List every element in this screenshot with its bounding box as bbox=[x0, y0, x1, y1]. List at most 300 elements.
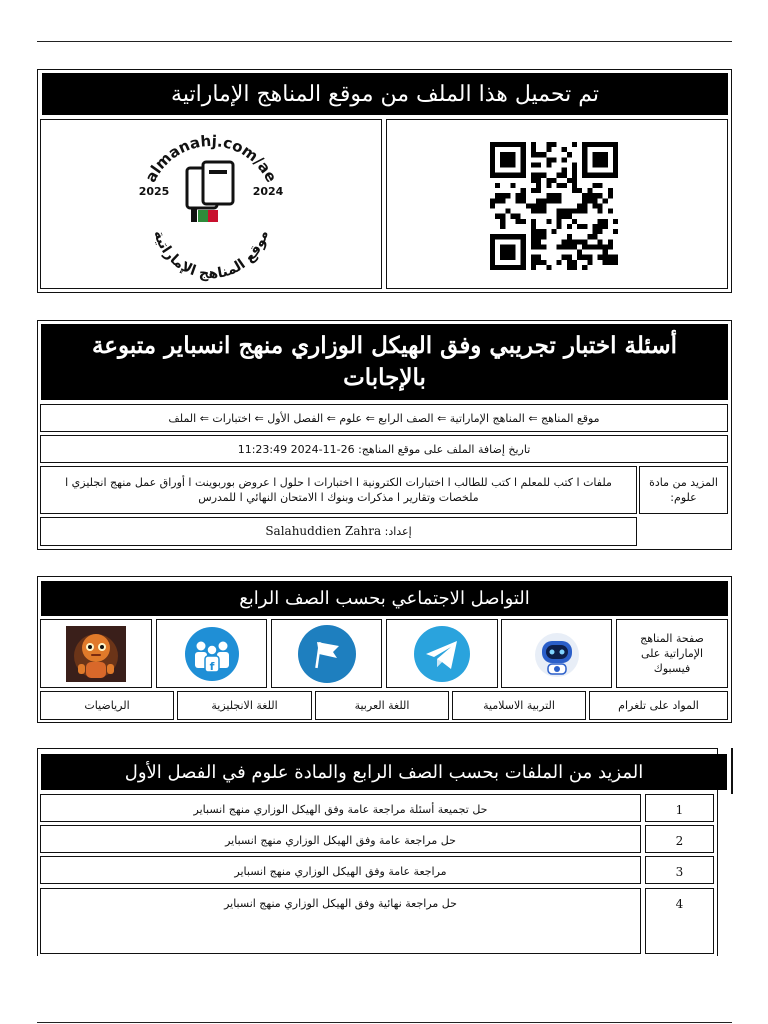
qr-module bbox=[500, 198, 505, 203]
qr-module bbox=[505, 234, 510, 239]
qr-module bbox=[551, 229, 556, 234]
qr-module bbox=[541, 229, 546, 234]
qr-module bbox=[608, 239, 613, 244]
qr-module bbox=[587, 255, 592, 260]
subject-english[interactable]: اللغة الانجليزية bbox=[177, 691, 312, 720]
qr-module bbox=[582, 198, 587, 203]
qr-module bbox=[516, 265, 521, 270]
qr-module bbox=[577, 255, 582, 260]
qr-module bbox=[551, 193, 556, 198]
telegram-channel-link[interactable] bbox=[386, 619, 498, 688]
qr-module bbox=[557, 244, 562, 249]
file-row-title[interactable]: حل تجميعة أسئلة مراجعة عامة وفق الهيكل الوزاري منهج انسباير bbox=[40, 794, 641, 822]
qr-module bbox=[603, 162, 608, 167]
telegram-link[interactable] bbox=[271, 619, 382, 688]
qr-module bbox=[510, 152, 515, 157]
qr-module bbox=[490, 142, 495, 147]
qr-module bbox=[577, 203, 582, 208]
qr-module bbox=[603, 142, 608, 147]
qr-module bbox=[531, 203, 536, 208]
qr-module bbox=[531, 239, 536, 244]
qr-module bbox=[521, 142, 526, 147]
qr-module bbox=[567, 234, 572, 239]
qr-module bbox=[587, 188, 592, 193]
qr-module bbox=[536, 260, 541, 265]
qr-module bbox=[562, 168, 567, 173]
qr-module bbox=[531, 244, 536, 249]
qr-module bbox=[572, 142, 577, 147]
qr-module bbox=[582, 142, 587, 147]
qr-module bbox=[567, 214, 572, 219]
qr-module bbox=[490, 152, 495, 157]
qr-module bbox=[510, 183, 515, 188]
qr-module bbox=[526, 203, 531, 208]
qr-module bbox=[551, 157, 556, 162]
telegram-channel-icon bbox=[413, 625, 471, 683]
top-rule bbox=[37, 41, 732, 42]
logo-tablets-icon bbox=[187, 162, 233, 222]
facebook-page-link[interactable] bbox=[616, 619, 728, 688]
qr-module bbox=[521, 198, 526, 203]
file-row-number: 1 bbox=[645, 794, 714, 822]
qr-module bbox=[582, 265, 587, 270]
qr-module bbox=[495, 265, 500, 270]
qr-module bbox=[500, 157, 505, 162]
qr-module bbox=[598, 209, 603, 214]
qr-module bbox=[582, 239, 587, 244]
qr-module bbox=[516, 234, 521, 239]
qr-module bbox=[505, 173, 510, 178]
qr-module bbox=[536, 239, 541, 244]
facebook-page-label: صفحة المناهج الإماراتية على فيسبوك bbox=[640, 632, 704, 675]
qr-module bbox=[572, 168, 577, 173]
qr-module bbox=[490, 234, 495, 239]
qr-module bbox=[490, 255, 495, 260]
subject-islamic[interactable]: التربية الاسلامية bbox=[452, 691, 586, 720]
qr-module bbox=[603, 198, 608, 203]
qr-module bbox=[562, 147, 567, 152]
qr-module bbox=[510, 244, 515, 249]
qr-module bbox=[516, 173, 521, 178]
qr-module bbox=[592, 157, 597, 162]
qr-module bbox=[613, 152, 618, 157]
qr-module bbox=[531, 147, 536, 152]
bot-link[interactable] bbox=[501, 619, 612, 688]
author-line bbox=[40, 517, 637, 546]
author-name: Salahuddien Zahra bbox=[265, 524, 382, 538]
qr-module bbox=[500, 234, 505, 239]
qr-module bbox=[531, 219, 536, 224]
qr-module bbox=[510, 173, 515, 178]
qr-module bbox=[495, 214, 500, 219]
qr-module bbox=[531, 224, 536, 229]
logo-arabic-name: موقع المناهج الإماراتية bbox=[150, 228, 272, 283]
qr-module bbox=[546, 219, 551, 224]
qr-module bbox=[531, 260, 536, 265]
qr-module bbox=[500, 173, 505, 178]
qr-module bbox=[490, 250, 495, 255]
subject-arabic[interactable]: اللغة العربية bbox=[315, 691, 449, 720]
qr-module bbox=[546, 142, 551, 147]
qr-module bbox=[500, 142, 505, 147]
qr-module bbox=[490, 265, 495, 270]
qr-module bbox=[495, 193, 500, 198]
qr-module bbox=[603, 152, 608, 157]
qr-module bbox=[592, 162, 597, 167]
qr-module bbox=[572, 162, 577, 167]
qr-module bbox=[582, 244, 587, 249]
qr-module bbox=[521, 147, 526, 152]
qr-module bbox=[495, 142, 500, 147]
qr-module bbox=[577, 224, 582, 229]
qr-module bbox=[490, 203, 495, 208]
qr-code-icon bbox=[490, 142, 618, 270]
qr-module bbox=[500, 265, 505, 270]
social-title: التواصل الاجتماعي بحسب الصف الرابع bbox=[41, 581, 728, 616]
qr-module bbox=[587, 198, 592, 203]
qr-module bbox=[490, 244, 495, 249]
qr-module bbox=[613, 142, 618, 147]
qr-module bbox=[516, 219, 521, 224]
qr-module bbox=[577, 239, 582, 244]
file-row-title[interactable]: مراجعة عامة وفق الهيكل الوزاري منهج انسباير bbox=[40, 856, 641, 884]
qr-module bbox=[505, 255, 510, 260]
qr-module bbox=[592, 224, 597, 229]
qr-module bbox=[521, 239, 526, 244]
qr-module bbox=[572, 178, 577, 183]
qr-module bbox=[521, 152, 526, 157]
qr-module bbox=[592, 234, 597, 239]
qr-module bbox=[608, 255, 613, 260]
qr-module bbox=[598, 239, 603, 244]
qr-module bbox=[567, 255, 572, 260]
qr-module bbox=[598, 173, 603, 178]
qr-module bbox=[505, 250, 510, 255]
qr-module bbox=[531, 255, 536, 260]
qr-module bbox=[490, 198, 495, 203]
qr-module bbox=[531, 178, 536, 183]
qr-module bbox=[490, 147, 495, 152]
qr-module bbox=[541, 203, 546, 208]
qr-module bbox=[557, 214, 562, 219]
qr-module bbox=[521, 193, 526, 198]
qr-module bbox=[557, 224, 562, 229]
qr-module bbox=[521, 244, 526, 249]
qr-module bbox=[551, 198, 556, 203]
qr-module bbox=[598, 162, 603, 167]
qr-module bbox=[495, 234, 500, 239]
qr-module bbox=[582, 147, 587, 152]
qr-module bbox=[562, 255, 567, 260]
qr-module bbox=[603, 255, 608, 260]
qr-module bbox=[587, 260, 592, 265]
qr-module bbox=[500, 193, 505, 198]
qr-module bbox=[603, 219, 608, 224]
qr-module bbox=[541, 198, 546, 203]
qr-module bbox=[516, 142, 521, 147]
qr-module bbox=[572, 188, 577, 193]
qr-module bbox=[613, 173, 618, 178]
qr-module bbox=[582, 152, 587, 157]
qr-module bbox=[516, 198, 521, 203]
qr-module bbox=[490, 260, 495, 265]
qr-module bbox=[531, 152, 536, 157]
svg-text:موقع المناهج الإماراتية bbox=[150, 229, 272, 283]
qr-module bbox=[582, 209, 587, 214]
qr-module bbox=[541, 152, 546, 157]
qr-module bbox=[567, 260, 572, 265]
qr-module bbox=[603, 224, 608, 229]
qr-module bbox=[582, 193, 587, 198]
qr-module bbox=[567, 244, 572, 249]
qr-module bbox=[546, 178, 551, 183]
logo-year-right: 2024 bbox=[252, 185, 284, 198]
qr-module bbox=[603, 260, 608, 265]
qr-module bbox=[603, 157, 608, 162]
qr-module bbox=[592, 203, 597, 208]
qr-module bbox=[592, 183, 597, 188]
qr-module bbox=[577, 188, 582, 193]
qr-module bbox=[500, 214, 505, 219]
qr-module bbox=[536, 178, 541, 183]
qr-module bbox=[551, 142, 556, 147]
qr-module bbox=[572, 183, 577, 188]
qr-module bbox=[505, 162, 510, 167]
file-row-title[interactable]: حل مراجعة نهائية وفق الهيكل الوزاري منهج انسباير bbox=[40, 888, 641, 954]
qr-module bbox=[582, 224, 587, 229]
more-files-edge bbox=[731, 748, 733, 794]
qr-cell[interactable] bbox=[386, 119, 728, 289]
file-title: أسئلة اختبار تجريبي وفق الهيكل الوزاري منهج انسباير متبوعة بالإجابات bbox=[41, 324, 728, 400]
qr-module bbox=[592, 198, 597, 203]
qr-module bbox=[577, 209, 582, 214]
qr-module bbox=[587, 173, 592, 178]
file-row-number: 3 bbox=[645, 856, 714, 884]
facebook-group-link[interactable] bbox=[156, 619, 267, 688]
qr-module bbox=[505, 152, 510, 157]
logo-cell[interactable] bbox=[40, 119, 382, 289]
qr-module bbox=[562, 209, 567, 214]
qr-module bbox=[582, 203, 587, 208]
qr-module bbox=[613, 219, 618, 224]
qr-module bbox=[598, 255, 603, 260]
qr-module bbox=[587, 142, 592, 147]
qr-module bbox=[592, 142, 597, 147]
qr-module bbox=[541, 260, 546, 265]
qr-module bbox=[613, 147, 618, 152]
qr-module bbox=[531, 265, 536, 270]
qr-module bbox=[521, 265, 526, 270]
qr-module bbox=[598, 203, 603, 208]
qr-module bbox=[598, 224, 603, 229]
qr-module bbox=[582, 157, 587, 162]
qr-module bbox=[598, 229, 603, 234]
qr-module bbox=[572, 239, 577, 244]
qr-module bbox=[572, 173, 577, 178]
qr-module bbox=[598, 183, 603, 188]
qr-module bbox=[562, 173, 567, 178]
qr-module bbox=[536, 162, 541, 167]
qr-module bbox=[613, 157, 618, 162]
qr-module bbox=[557, 260, 562, 265]
qr-module bbox=[562, 183, 567, 188]
qr-module bbox=[541, 209, 546, 214]
file-row-title[interactable]: حل مراجعة عامة وفق الهيكل الوزاري منهج انسباير bbox=[40, 825, 641, 853]
qr-module bbox=[546, 198, 551, 203]
qr-module bbox=[608, 188, 613, 193]
qr-module bbox=[521, 255, 526, 260]
qr-module bbox=[567, 152, 572, 157]
qr-module bbox=[536, 152, 541, 157]
qr-module bbox=[505, 244, 510, 249]
qr-module bbox=[500, 244, 505, 249]
qr-module bbox=[536, 209, 541, 214]
character-link[interactable] bbox=[40, 619, 152, 688]
qr-module bbox=[536, 255, 541, 260]
qr-module bbox=[541, 244, 546, 249]
subject-telegram[interactable]: المواد على تلغرام bbox=[589, 691, 728, 720]
qr-module bbox=[516, 214, 521, 219]
qr-module bbox=[582, 255, 587, 260]
file-row-number: 2 bbox=[645, 825, 714, 853]
qr-module bbox=[562, 244, 567, 249]
qr-module bbox=[505, 209, 510, 214]
qr-module bbox=[598, 219, 603, 224]
qr-module bbox=[510, 162, 515, 167]
qr-module bbox=[490, 157, 495, 162]
qr-module bbox=[500, 219, 505, 224]
qr-module bbox=[521, 168, 526, 173]
qr-module bbox=[531, 209, 536, 214]
qr-module bbox=[592, 244, 597, 249]
qr-module bbox=[592, 229, 597, 234]
qr-module bbox=[567, 178, 572, 183]
qr-module bbox=[495, 173, 500, 178]
robot-bot-icon bbox=[531, 628, 583, 680]
qr-module bbox=[490, 162, 495, 167]
qr-module bbox=[521, 173, 526, 178]
qr-module bbox=[598, 244, 603, 249]
qr-module bbox=[516, 193, 521, 198]
qr-module bbox=[587, 244, 592, 249]
qr-module bbox=[587, 234, 592, 239]
qr-module bbox=[608, 173, 613, 178]
qr-module bbox=[613, 162, 618, 167]
qr-module bbox=[598, 193, 603, 198]
qr-module bbox=[490, 239, 495, 244]
file-row-number: 4 bbox=[645, 888, 714, 954]
breadcrumb[interactable]: موقع المناهج ⇐ المناهج الإماراتية ⇐ الصف الرابع ⇐ علوم ⇐ الفصل الأول ⇐ اختبارات ⇐ الملف bbox=[40, 404, 728, 432]
more-subject-label: المزيد من مادة علوم: bbox=[639, 466, 728, 514]
qr-module bbox=[510, 142, 515, 147]
qr-module bbox=[536, 229, 541, 234]
qr-module bbox=[598, 142, 603, 147]
qr-module bbox=[521, 234, 526, 239]
qr-module bbox=[592, 152, 597, 157]
qr-module bbox=[592, 173, 597, 178]
qr-module bbox=[531, 188, 536, 193]
qr-module bbox=[572, 244, 577, 249]
qr-module bbox=[521, 260, 526, 265]
qr-module bbox=[536, 173, 541, 178]
qr-module bbox=[541, 234, 546, 239]
qr-module bbox=[567, 224, 572, 229]
qr-module bbox=[536, 183, 541, 188]
qr-module bbox=[557, 209, 562, 214]
qr-module bbox=[521, 188, 526, 193]
qr-module bbox=[495, 198, 500, 203]
qr-module bbox=[546, 162, 551, 167]
qr-module bbox=[505, 142, 510, 147]
robot-character-icon bbox=[66, 626, 126, 682]
qr-module bbox=[557, 183, 562, 188]
qr-module bbox=[541, 173, 546, 178]
telegram-flag-icon bbox=[297, 624, 357, 684]
qr-module bbox=[613, 260, 618, 265]
qr-module bbox=[536, 244, 541, 249]
qr-module bbox=[490, 168, 495, 173]
qr-module bbox=[592, 193, 597, 198]
qr-module bbox=[546, 265, 551, 270]
qr-module bbox=[582, 168, 587, 173]
qr-module bbox=[521, 250, 526, 255]
qr-module bbox=[608, 244, 613, 249]
qr-module bbox=[562, 214, 567, 219]
qr-module bbox=[598, 152, 603, 157]
logo-year-left: 2025 bbox=[138, 185, 170, 198]
qr-module bbox=[510, 250, 515, 255]
qr-module bbox=[521, 157, 526, 162]
qr-module bbox=[536, 198, 541, 203]
almanahj-logo bbox=[41, 120, 381, 288]
qr-module bbox=[577, 250, 582, 255]
qr-module bbox=[500, 250, 505, 255]
download-banner-title: تم تحميل هذا الملف من موقع المناهج الإماراتية bbox=[42, 73, 728, 115]
qr-module bbox=[608, 142, 613, 147]
qr-module bbox=[510, 157, 515, 162]
qr-module bbox=[531, 234, 536, 239]
qr-module bbox=[603, 173, 608, 178]
qr-module bbox=[557, 219, 562, 224]
qr-module bbox=[531, 173, 536, 178]
qr-module bbox=[557, 193, 562, 198]
date-added: تاريخ إضافة الملف على موقع المناهج: 26-11-2024 11:23:49 bbox=[40, 435, 728, 463]
qr-module bbox=[582, 173, 587, 178]
qr-module bbox=[546, 147, 551, 152]
qr-module bbox=[613, 229, 618, 234]
qr-module bbox=[546, 183, 551, 188]
qr-module bbox=[546, 193, 551, 198]
logo-url-text: almanahj.com/ae bbox=[141, 131, 281, 186]
facebook-group-icon bbox=[184, 626, 240, 682]
qr-module bbox=[603, 244, 608, 249]
subject-math[interactable]: الرياضيات bbox=[40, 691, 174, 720]
qr-module bbox=[551, 178, 556, 183]
qr-module bbox=[495, 183, 500, 188]
qr-module bbox=[608, 209, 613, 214]
qr-module bbox=[608, 193, 613, 198]
qr-module bbox=[536, 234, 541, 239]
qr-module bbox=[536, 203, 541, 208]
qr-module bbox=[510, 234, 515, 239]
qr-module bbox=[567, 209, 572, 214]
qr-module bbox=[531, 162, 536, 167]
author-label: إعداد: bbox=[384, 525, 412, 538]
more-subject-links[interactable]: ملفات ا كتب للمعلم ا كتب للطالب ا اختبارات الكترونية ا اختبارات ا حلول ا عروض بوربوينت ا أوراق عمل منهج انجليزي ا ملخصات وتقارير ا مذكرات وبنوك ا الامتحان النهائي ا للمدرس bbox=[40, 466, 637, 514]
qr-module bbox=[531, 229, 536, 234]
qr-module bbox=[536, 188, 541, 193]
qr-module bbox=[613, 168, 618, 173]
